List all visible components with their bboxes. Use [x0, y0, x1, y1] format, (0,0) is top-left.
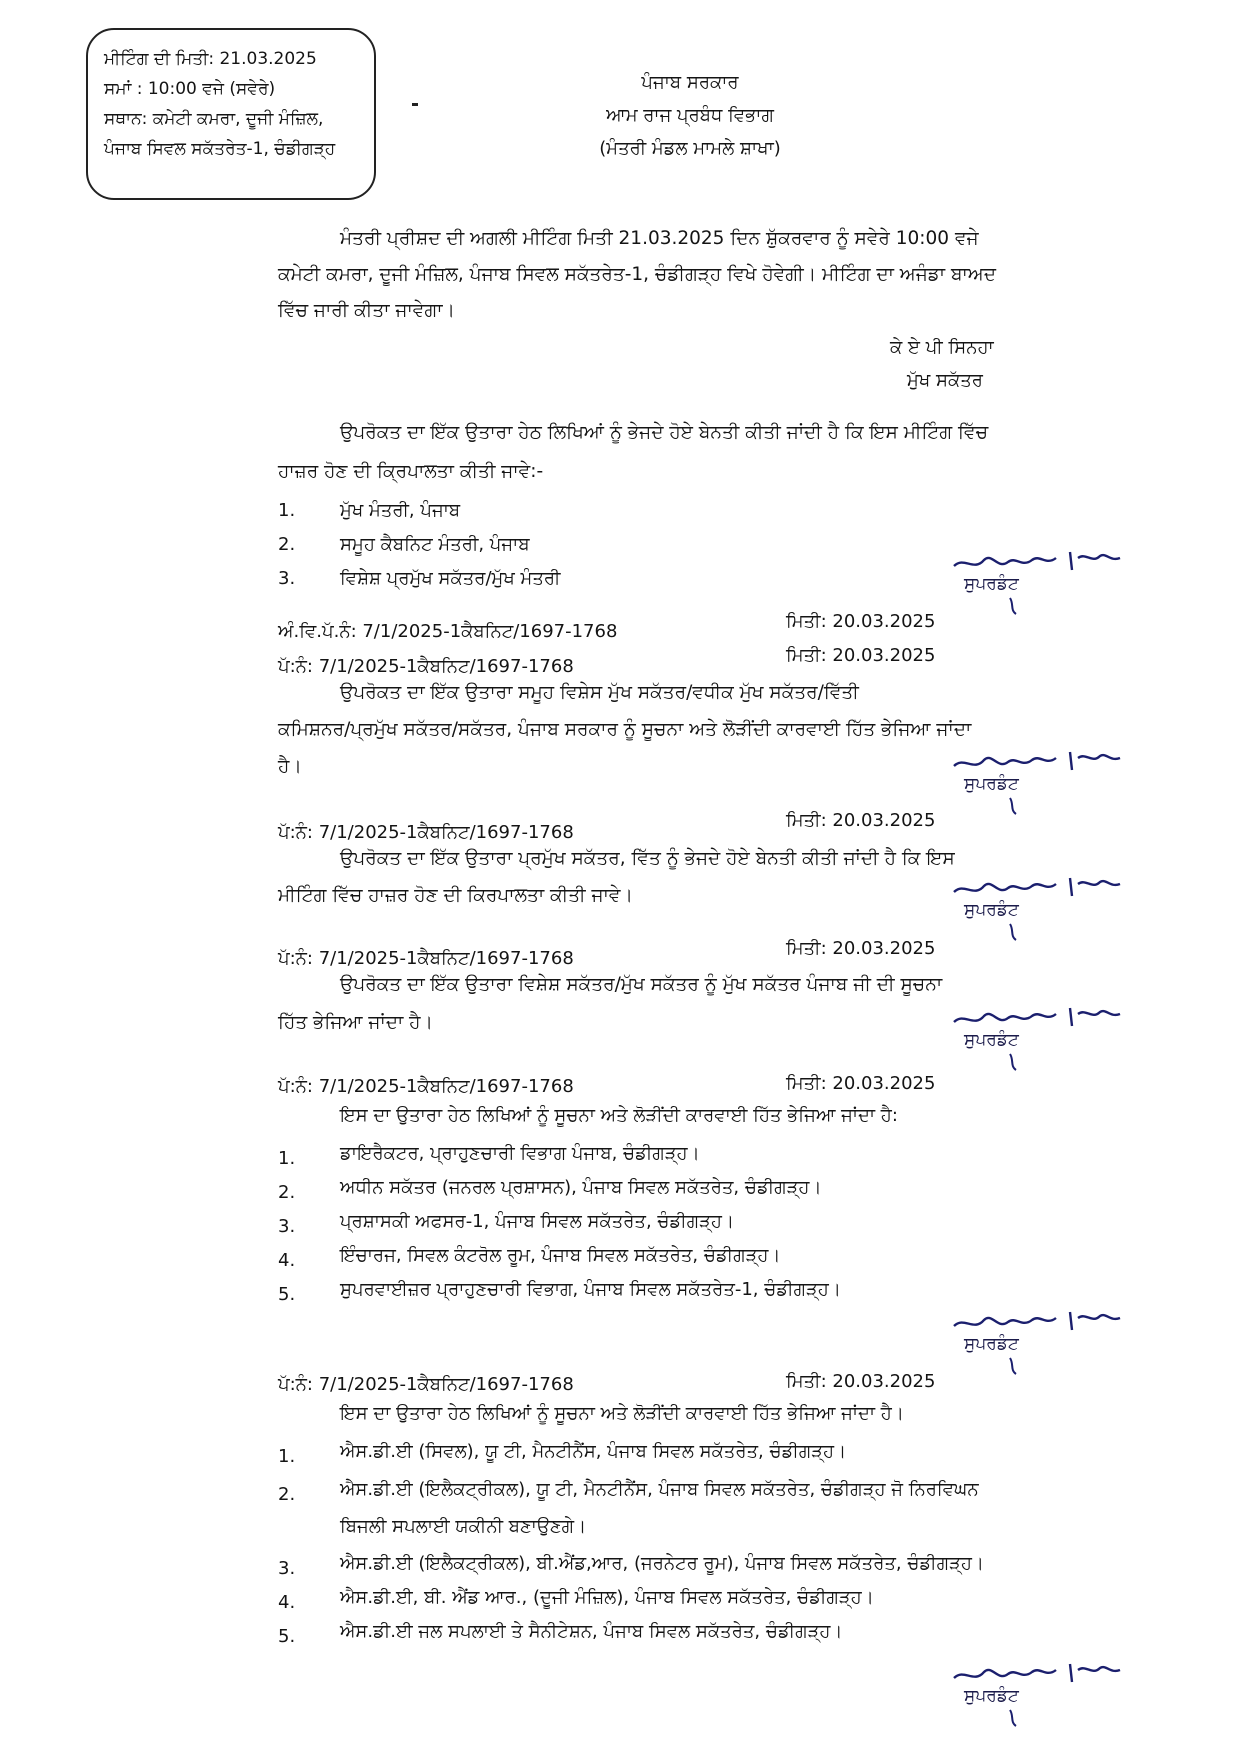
ref-c-line-2: ਮੀਟਿੰਗ ਵਿੱਚ ਹਾਜ਼ਰ ਹੋਣ ਦੀ ਕਿਰਪਾਲਤਾ ਕੀਤੀ ਜਾਵੇ।: [278, 885, 633, 906]
meeting-place-line-1: ਸਥਾਨ: ਕਮੇਟੀ ਕਮਰਾ, ਦੂਜੀ ਮੰਜ਼ਿਲ,: [104, 109, 324, 129]
ref-b-line-1: ਉਪਰੋਕਤ ਦਾ ਇੱਕ ਉਤਾਰਾ ਸਮੂਹ ਵਿਸ਼ੇਸ ਮੁੱਖ ਸਕੱਤਰ/ਵਧੀਕ ਮੁੱਖ ਸਕੱਤਰ/ਵਿੱਤੀ: [340, 682, 859, 703]
ref-e-intro: ਇਸ ਦਾ ਉਤਾਰਾ ਹੇਠ ਲਿਖਿਆਂ ਨੂੰ ਸੂਚਨਾ ਅਤੇ ਲੋੜੀਂਦੀ ਕਾਰਵਾਈ ਹਿੱਤ ਭੇਜਿਆ ਜਾਂਦਾ ਹੈ:: [340, 1105, 898, 1126]
ref-c-number: ਪੱ:ਨੰ: 7/1/2025-1ਕੈਬਨਿਟ/1697-1768: [278, 822, 574, 843]
ref-f-number: ਪੱ:ਨੰ: 7/1/2025-1ਕੈਬਨਿਟ/1697-1768: [278, 1374, 574, 1395]
ref-e-number: ਪੱ:ਨੰ: 7/1/2025-1ਕੈਬਨਿਟ/1697-1768: [278, 1076, 574, 1097]
copy1-line-2: ਹਾਜ਼ਰ ਹੋਣ ਦੀ ਕ੍ਰਿਪਾਲਤਾ ਕੀਤੀ ਜਾਵੇ:-: [278, 461, 544, 482]
signatory-title: ਮੁੱਖ ਸਕੱਤਰ: [907, 370, 983, 391]
ref-f-item-4: ਐਸ.ਡੀ.ਈ, ਬੀ. ਐਂਡ ਆਰ., (ਦੂਜੀ ਮੰਜ਼ਿਲ), ਪੰਜਾਬ ਸਿਵਲ ਸਕੱਤਰੇਤ, ਚੰਡੀਗੜ੍ਹ।: [340, 1587, 874, 1608]
ref-e-item-4: ਇੰਚਾਰਜ, ਸਿਵਲ ਕੰਟਰੋਲ ਰੂਮ, ਪੰਜਾਬ ਸਿਵਲ ਸਕੱਤਰੇਤ, ਚੰਡੀਗੜ੍ਹ।: [340, 1245, 781, 1266]
ref-f-item-2-continued: ਬਿਜਲੀ ਸਪਲਾਈ ਯਕੀਨੀ ਬਣਾਉਣਗੇ।: [340, 1516, 587, 1537]
ref-f-item-5-number: 5.: [278, 1626, 296, 1647]
meeting-date: ਮੀਟਿੰਗ ਦੀ ਮਿਤੀ: 21.03.2025: [104, 49, 317, 69]
ref-b-date: ਮਿਤੀ: 20.03.2025: [786, 645, 936, 666]
header-department: ਆਮ ਰਾਜ ਪ੍ਰਬੰਧ ਵਿਭਾਗ: [606, 105, 774, 126]
signature-designation: ਸੁਪਰਡੰਟ: [964, 1686, 1019, 1706]
ref-f-intro: ਇਸ ਦਾ ਉਤਾਰਾ ਹੇਠ ਲਿਖਿਆਂ ਨੂੰ ਸੂਚਨਾ ਅਤੇ ਲੋੜੀਂਦੀ ਕਾਰਵਾਈ ਹਿੱਤ ਭੇਜਿਆ ਜਾਂਦਾ ਹੈ।: [340, 1403, 904, 1424]
header-branch: (ਮੰਤਰੀ ਮੰਡਲ ਮਾਮਲੇ ਸ਼ਾਖਾ): [599, 138, 781, 159]
ref-e-item-5-number: 5.: [278, 1284, 296, 1305]
ref-e-item-5: ਸੁਪਰਵਾਈਜ਼ਰ ਪ੍ਰਾਹੁਣਚਾਰੀ ਵਿਭਾਗ, ਪੰਜਾਬ ਸਿਵਲ ਸਕੱਤਰੇਤ-1, ਚੰਡੀਗੜ੍ਹ।: [340, 1279, 841, 1300]
copy1-item-1-number: 1.: [278, 500, 296, 521]
intro-line-1: ਮੰਤਰੀ ਪ੍ਰੀਸ਼ਦ ਦੀ ਅਗਲੀ ਮੀਟਿੰਗ ਮਿਤੀ 21.03.2025 ਦਿਨ ਸ਼ੁੱਕਰਵਾਰ ਨੂੰ ਸਵੇਰੇ 10:00 ਵਜੇ: [340, 228, 979, 249]
ref-e-item-1: ਡਾਇਰੈਕਟਰ, ਪ੍ਰਾਹੁਣਚਾਰੀ ਵਿਭਾਗ ਪੰਜਾਬ, ਚੰਡੀਗੜ੍ਹ।: [340, 1143, 700, 1164]
ref-d-date: ਮਿਤੀ: 20.03.2025: [786, 938, 936, 959]
ref-e-item-2: ਅਧੀਨ ਸਕੱਤਰ (ਜਨਰਲ ਪ੍ਰਸ਼ਾਸਨ), ਪੰਜਾਬ ਸਿਵਲ ਸਕੱਤਰੇਤ, ਚੰਡੀਗੜ੍ਹ।: [340, 1177, 822, 1198]
superintendent-signature: [950, 1308, 1150, 1378]
superintendent-signature: [950, 1660, 1150, 1730]
ref-b-line-2: ਕਮਿਸ਼ਨਰ/ਪ੍ਰਮੁੱਖ ਸਕੱਤਰ/ਸਕੱਤਰ, ਪੰਜਾਬ ਸਰਕਾਰ ਨੂੰ ਸੂਚਨਾ ਅਤੇ ਲੋੜੀਂਦੀ ਕਾਰਵਾਈ ਹਿੱਤ ਭੇਜਿਆ ਜਾਂਦਾ: [278, 719, 972, 740]
ref-f-item-1: ਐਸ.ਡੀ.ਈ (ਸਿਵਲ), ਯੂ ਟੀ, ਮੈਨਟੀਨੈਂਸ, ਪੰਜਾਬ ਸਿਵਲ ਸਕੱਤਰੇਤ, ਚੰਡੀਗੜ੍ਹ।: [340, 1441, 847, 1462]
ref-d-line-2: ਹਿੱਤ ਭੇਜਿਆ ਜਾਂਦਾ ਹੈ।: [278, 1012, 433, 1033]
signature-designation: ਸੁਪਰਡੰਟ: [964, 1030, 1019, 1050]
superintendent-signature: [950, 1004, 1150, 1074]
meeting-time: ਸਮਾਂ : 10:00 ਵਜੇ (ਸਵੇਰੇ): [104, 79, 276, 99]
ref-b-number: ਪੱ:ਨੰ: 7/1/2025-1ਕੈਬਨਿਟ/1697-1768: [278, 656, 574, 677]
ref-e-item-2-number: 2.: [278, 1182, 296, 1203]
ref-a-number: ਅੰ.ਵਿ.ਪੱ.ਨੰ: 7/1/2025-1ਕੈਬਨਿਟ/1697-1768: [278, 621, 618, 642]
ref-b-line-3: ਹੈ।: [278, 756, 302, 777]
meeting-place-line-2: ਪੰਜਾਬ ਸਿਵਲ ਸਕੱਤਰੇਤ-1, ਚੰਡੀਗੜ੍ਹ: [104, 139, 336, 159]
copy1-item-3-number: 3.: [278, 568, 296, 589]
ref-f-item-5: ਐਸ.ਡੀ.ਈ ਜਲ ਸਪਲਾਈ ਤੇ ਸੈਨੀਟੇਸ਼ਨ, ਪੰਜਾਬ ਸਿਵਲ ਸਕੱਤਰੇਤ, ਚੰਡੀਗੜ੍ਹ।: [340, 1621, 843, 1642]
ref-e-item-3: ਪ੍ਰਸ਼ਾਸਕੀ ਅਫਸਰ-1, ਪੰਜਾਬ ਸਿਵਲ ਸਕੱਤਰੇਤ, ਚੰਡੀਗੜ੍ਹ।: [340, 1211, 735, 1232]
ref-d-number: ਪੱ:ਨੰ: 7/1/2025-1ਕੈਬਨਿਟ/1697-1768: [278, 948, 574, 969]
ref-f-item-1-number: 1.: [278, 1446, 296, 1467]
superintendent-signature: [950, 548, 1150, 618]
ref-f-date: ਮਿਤੀ: 20.03.2025: [786, 1371, 936, 1392]
ref-e-date: ਮਿਤੀ: 20.03.2025: [786, 1073, 936, 1094]
ref-e-item-1-number: 1.: [278, 1148, 296, 1169]
superintendent-signature: [950, 748, 1150, 818]
ref-a-date: ਮਿਤੀ: 20.03.2025: [786, 611, 936, 632]
signature-designation: ਸੁਪਰਡੰਟ: [964, 900, 1019, 920]
ref-f-item-4-number: 4.: [278, 1592, 296, 1613]
copy1-line-1: ਉਪਰੋਕਤ ਦਾ ਇੱਕ ਉਤਾਰਾ ਹੇਠ ਲਿਖਿਆਂ ਨੂੰ ਭੇਜਦੇ ਹੋਏ ਬੇਨਤੀ ਕੀਤੀ ਜਾਂਦੀ ਹੈ ਕਿ ਇਸ ਮੀਟਿੰਗ ਵਿੱਚ: [340, 422, 989, 443]
ref-c-line-1: ਉਪਰੋਕਤ ਦਾ ਇੱਕ ਉਤਾਰਾ ਪ੍ਰਮੁੱਖ ਸਕੱਤਰ, ਵਿੱਤ ਨੂੰ ਭੇਜਦੇ ਹੋਏ ਬੇਨਤੀ ਕੀਤੀ ਜਾਂਦੀ ਹੈ ਕਿ ਇਸ: [340, 848, 955, 869]
ref-d-line-1: ਉਪਰੋਕਤ ਦਾ ਇੱਕ ਉਤਾਰਾ ਵਿਸ਼ੇਸ਼ ਸਕੱਤਰ/ਮੁੱਖ ਸਕੱਤਰ ਨੂੰ ਮੁੱਖ ਸਕੱਤਰ ਪੰਜਾਬ ਜੀ ਦੀ ਸੂਚਨਾ: [340, 974, 943, 995]
ref-f-item-2-number: 2.: [278, 1484, 296, 1505]
ref-e-item-3-number: 3.: [278, 1216, 296, 1237]
ref-f-item-3: ਐਸ.ਡੀ.ਈ (ਇਲੈਕਟ੍ਰੀਕਲ), ਬੀ.ਐਂਡ,ਆਰ, (ਜਰਨੇਟਰ ਰੂਮ), ਪੰਜਾਬ ਸਿਵਲ ਸਕੱਤਰੇਤ, ਚੰਡੀਗੜ੍ਹ।: [340, 1553, 985, 1574]
copy1-item-1: ਮੁੱਖ ਮੰਤਰੀ, ਪੰਜਾਬ: [340, 500, 461, 521]
signatory-name: ਕੇ ਏ ਪੀ ਸਿਨਹਾ: [890, 337, 994, 358]
meeting-info-box: [86, 28, 376, 200]
signature-designation: ਸੁਪਰਡੰਟ: [964, 1334, 1019, 1354]
copy1-item-2-number: 2.: [278, 534, 296, 555]
superintendent-signature: [950, 874, 1150, 944]
copy1-item-3: ਵਿਸ਼ੇਸ਼ ਪ੍ਰਮੁੱਖ ਸਕੱਤਰ/ਮੁੱਖ ਮੰਤਰੀ: [340, 568, 561, 589]
intro-line-3: ਵਿੱਚ ਜਾਰੀ ਕੀਤਾ ਜਾਵੇਗਾ।: [278, 300, 455, 321]
stray-mark: [412, 103, 418, 106]
copy1-item-2: ਸਮੂਹ ਕੈਬਨਿਟ ਮੰਤਰੀ, ਪੰਜਾਬ: [340, 534, 530, 555]
signature-designation: ਸੁਪਰਡੰਟ: [964, 774, 1019, 794]
ref-c-date: ਮਿਤੀ: 20.03.2025: [786, 810, 936, 831]
intro-line-2: ਕਮੇਟੀ ਕਮਰਾ, ਦੂਜੀ ਮੰਜ਼ਿਲ, ਪੰਜਾਬ ਸਿਵਲ ਸਕੱਤਰੇਤ-1, ਚੰਡੀਗੜ੍ਹ ਵਿਖੇ ਹੋਵੇਗੀ। ਮੀਟਿੰਗ ਦਾ ਅਜੰਡਾ ਬਾਅਦ: [278, 264, 996, 285]
ref-f-item-3-number: 3.: [278, 1558, 296, 1579]
signature-designation: ਸੁਪਰਡੰਟ: [964, 574, 1019, 594]
ref-f-item-2: ਐਸ.ਡੀ.ਈ (ਇਲੈਕਟ੍ਰੀਕਲ), ਯੂ ਟੀ, ਮੈਨਟੀਨੈਂਸ, ਪੰਜਾਬ ਸਿਵਲ ਸਕੱਤਰੇਤ, ਚੰਡੀਗੜ੍ਹ ਜੋ ਨਿਰਵਿਘਨ: [340, 1479, 979, 1500]
ref-e-item-4-number: 4.: [278, 1250, 296, 1271]
header-government: ਪੰਜਾਬ ਸਰਕਾਰ: [641, 72, 739, 93]
